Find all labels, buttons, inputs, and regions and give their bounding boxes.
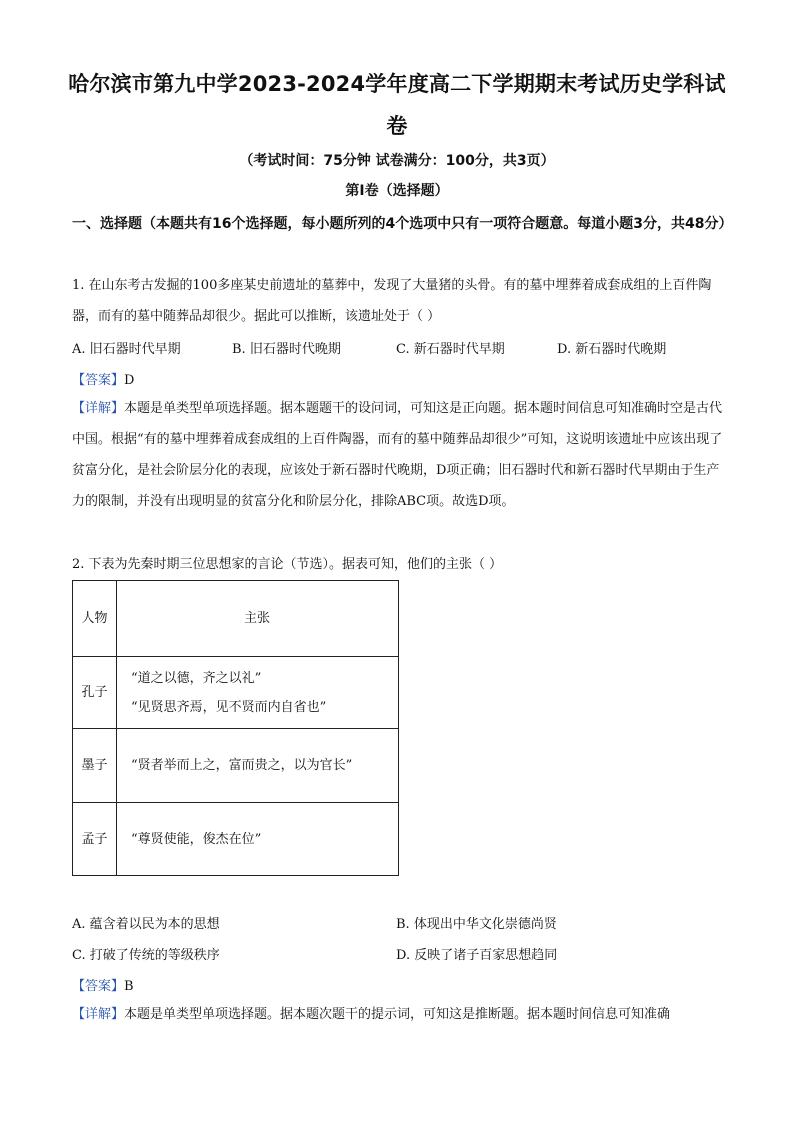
table-row-claim: “见贤思齐焉，见不贤而内自省也” <box>131 699 327 715</box>
q1-option-d: D. 新石器时代晚期 <box>557 342 667 357</box>
table-row-claims <box>117 657 399 729</box>
table-row <box>73 657 399 729</box>
q2-stem: 2. 下表为先秦时期三位思想家的言论（节选）。据表可知，他们的主张（ ） <box>72 557 503 572</box>
q2-detail-text: 本题是单类型单项选择题。据本题次题干的提示词，可知这是推断题。据本题时间信息可知准确 <box>124 1007 671 1022</box>
exam-info: （考试时间：75分钟 试卷满分：100分，共3页） <box>239 153 555 169</box>
q1-option-b: B. 旧石器时代晚期 <box>232 342 341 357</box>
q1-options <box>72 338 732 362</box>
q1-stem: 1. 在山东考古发掘的100多座某史前遗址的墓葬中，发现了大量猪的头骨。有的墓中埋葬着成套成组的上百件陶器，而有的墓中随葬品却很少。据此可以推断，该遗址处于（ ） <box>72 278 712 324</box>
q2-detail-label: 【详解】 <box>72 1007 125 1022</box>
q2-answer <box>72 975 134 994</box>
exam-title-line1: 哈尔滨市第九中学2023-2024学年度高二下学期期末考试历史学科试 <box>68 72 726 96</box>
table-row-person: 墨子 <box>73 729 117 803</box>
q1-answer <box>72 369 134 388</box>
q2-table <box>72 580 399 876</box>
table-row <box>73 803 399 876</box>
q2-options-row1 <box>72 913 732 937</box>
table-row-person: 孔子 <box>73 657 117 729</box>
q2-answer-label: 【答案】 <box>72 979 125 994</box>
q1-option-c: C. 新石器时代早期 <box>396 342 505 357</box>
q1-answer-value: D <box>124 373 135 388</box>
q2-option-b: B. 体现出中华文化崇德尚贤 <box>396 917 557 932</box>
q2-detail <box>72 999 724 1030</box>
q1-detail <box>72 393 724 517</box>
table-row-person: 孟子 <box>73 803 117 876</box>
q2-answer-value: B <box>124 979 134 994</box>
table-header-row <box>73 581 399 657</box>
q2-options-row2 <box>72 944 732 968</box>
q1-detail-label: 【详解】 <box>72 401 125 416</box>
table-header-person: 人物 <box>73 581 117 657</box>
q2-option-a: A. 蕴含着以民为本的思想 <box>72 917 220 932</box>
q2-option-d: D. 反映了诸子百家思想趋同 <box>396 948 558 963</box>
table-row-claim: “尊贤使能，俊杰在位” <box>117 803 399 876</box>
q1-detail-text: 本题是单类型单项选择题。据本题题干的设问词，可知这是正向题。据本题时间信息可知准确时空是古代中国。根据“有的墓中埋葬着成套成组的上百件陶器，而有的墓中随葬品却很少”可知，这说明该遗址中应该出现了贫富分化，是社会阶层分化的表现，应该处于新石器时代晚期，D项正确；旧石器时代和新石器时代早期由于生产力的限制，并没有出现明显的贫富分化和阶层分化，排除ABC项。故选D项。 <box>72 401 723 509</box>
table-row-claim: “道之以德，齐之以礼” <box>131 670 262 686</box>
section-heading: 一、选择题（本题共有16个选择题，每小题所列的4个选项中只有一项符合题意。每道小题3分，共48分） <box>72 216 733 232</box>
q1-option-a: A. 旧石器时代早期 <box>72 342 181 357</box>
table-header-claim: 主张 <box>117 581 399 657</box>
volume-heading: 第Ⅰ卷（选择题） <box>345 183 449 199</box>
table-row <box>73 729 399 803</box>
q2-option-c: C. 打破了传统的等级秩序 <box>72 948 220 963</box>
exam-title-line2: 卷 <box>386 114 408 138</box>
table-row-claim: “贤者举而上之，富而贵之，以为官长” <box>117 729 399 803</box>
q1-answer-label: 【答案】 <box>72 373 125 388</box>
